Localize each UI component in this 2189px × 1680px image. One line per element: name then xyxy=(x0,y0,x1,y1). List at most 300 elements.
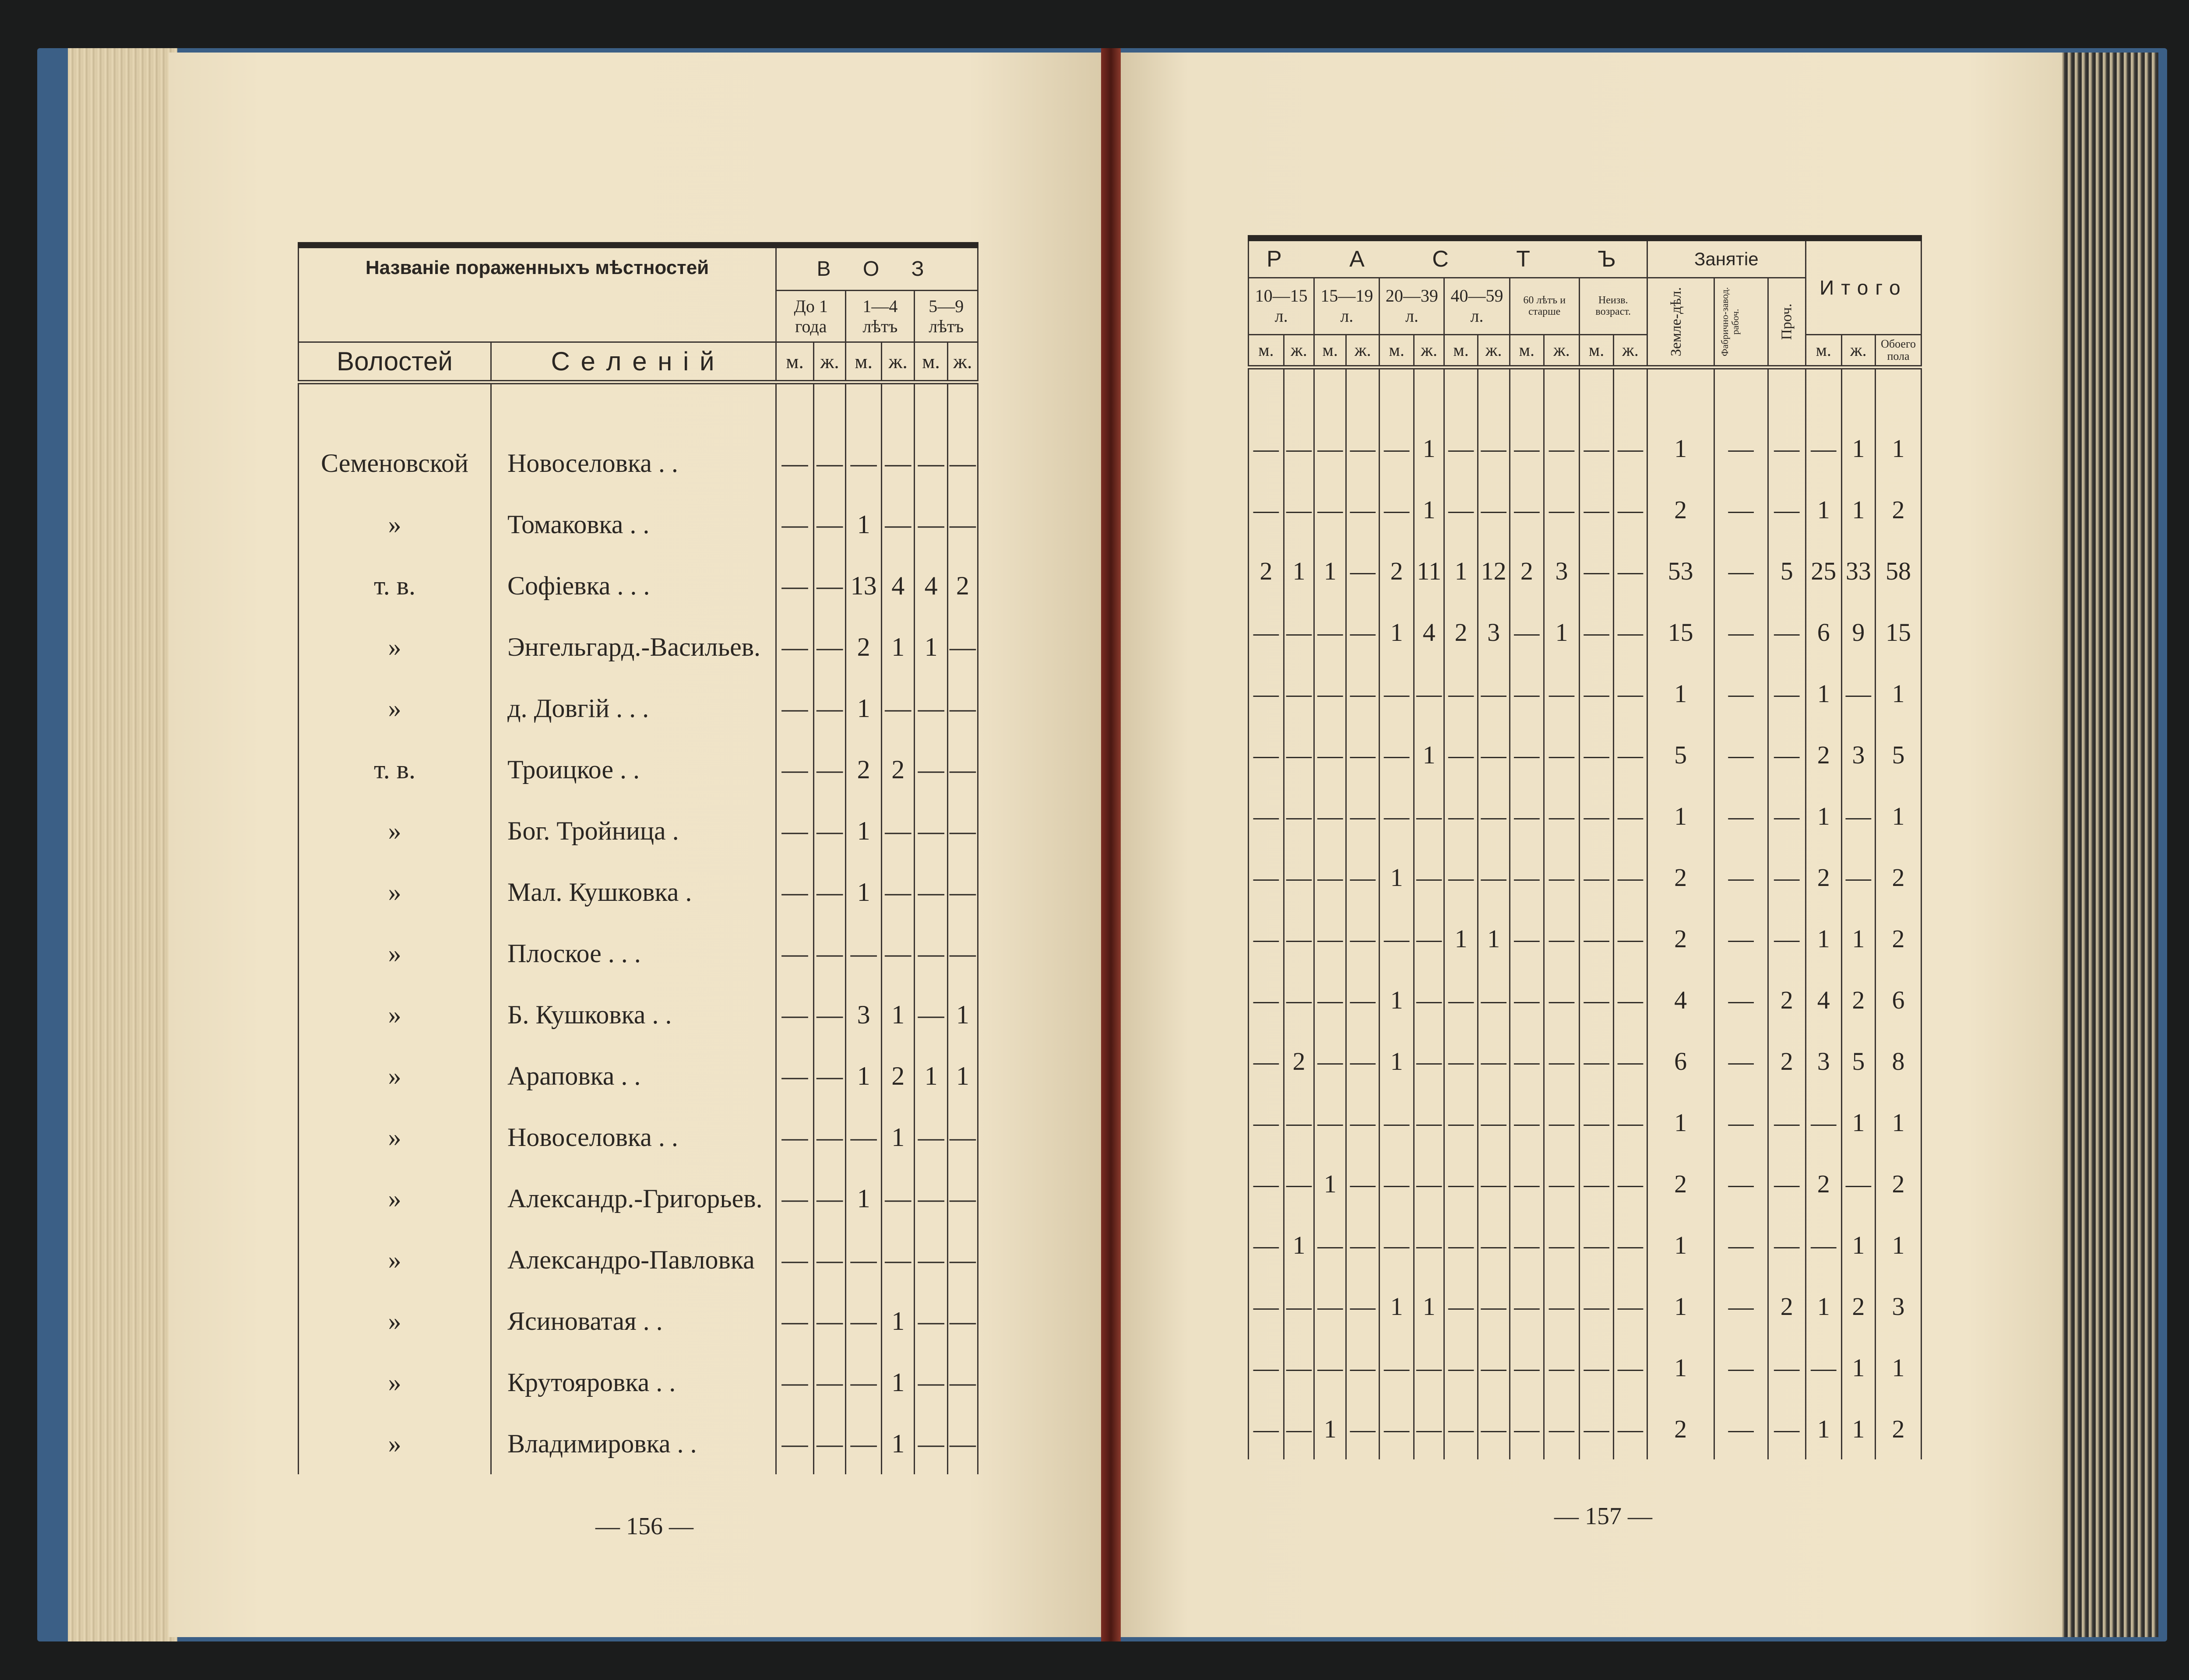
count-cell: 25 xyxy=(1805,540,1841,601)
count-cell: — xyxy=(1346,1030,1380,1092)
count-cell: — xyxy=(1714,479,1768,540)
sex-label: ж. xyxy=(947,342,978,383)
count-cell: 2 xyxy=(1841,1276,1875,1337)
occupation-other-label: Проч. xyxy=(1778,303,1795,340)
table-row xyxy=(299,1229,978,1290)
selenie-cell: Новоселовка . . xyxy=(491,1107,776,1168)
count-cell: — xyxy=(846,1290,882,1352)
count-cell: — xyxy=(882,678,915,739)
count-cell: — xyxy=(813,984,845,1045)
count-cell: — xyxy=(1314,1030,1346,1092)
count-cell: — xyxy=(1314,908,1346,969)
count-cell: — xyxy=(1249,1092,1284,1153)
count-cell: 1 xyxy=(1876,1337,1922,1398)
count-cell: — xyxy=(1249,847,1284,908)
count-cell: — xyxy=(846,1352,882,1413)
count-cell: 2 xyxy=(947,555,978,616)
count-cell: — xyxy=(813,616,845,678)
count-cell: 1 xyxy=(1876,1092,1922,1153)
count-cell: — xyxy=(1249,1398,1284,1459)
count-cell: — xyxy=(1614,1398,1647,1459)
name-header-cell xyxy=(299,245,776,342)
count-cell: 3 xyxy=(1805,1030,1841,1092)
table-row xyxy=(299,1107,978,1168)
count-cell: 1 xyxy=(1414,724,1444,785)
table-row xyxy=(299,1413,978,1474)
count-cell: — xyxy=(1414,1214,1444,1276)
count-cell: — xyxy=(1444,418,1478,479)
sex-label: ж. xyxy=(1544,334,1580,367)
count-cell: — xyxy=(1614,1092,1647,1153)
count-cell: — xyxy=(1544,1276,1580,1337)
count-cell: — xyxy=(1510,908,1544,969)
count-cell: — xyxy=(1444,1337,1478,1398)
count-cell: — xyxy=(1544,1337,1580,1398)
page-number-right: — 157 — xyxy=(1554,1503,1652,1530)
count-cell: — xyxy=(813,1290,845,1352)
count-cell: — xyxy=(1510,847,1544,908)
count-cell: 4 xyxy=(1414,601,1444,663)
count-cell: 1 xyxy=(1380,1030,1414,1092)
volost-cell: » xyxy=(299,861,491,923)
count-cell: 1 xyxy=(1647,1276,1714,1337)
count-cell: — xyxy=(1478,847,1510,908)
count-cell: — xyxy=(1478,1276,1510,1337)
count-cell: — xyxy=(813,1229,845,1290)
count-cell: — xyxy=(882,923,915,984)
count-cell: — xyxy=(1380,1092,1414,1153)
count-cell: 1 xyxy=(1414,479,1444,540)
table-row xyxy=(1249,908,1922,969)
count-cell: — xyxy=(1314,1214,1346,1276)
count-cell: — xyxy=(947,861,978,923)
count-cell: — xyxy=(1284,1276,1314,1337)
count-cell: — xyxy=(915,432,947,494)
count-cell: — xyxy=(1249,1337,1284,1398)
count-cell: — xyxy=(776,1045,814,1107)
count-cell: — xyxy=(1284,785,1314,847)
count-cell: — xyxy=(1768,601,1805,663)
table-row xyxy=(299,1290,978,1352)
selenie-cell: Новоселовка . . xyxy=(491,432,776,494)
age-group-r1: 15—19 л. xyxy=(1314,278,1380,334)
count-cell: — xyxy=(1346,601,1380,663)
count-cell: — xyxy=(1510,724,1544,785)
count-cell: 2 xyxy=(882,739,915,800)
count-cell: — xyxy=(1380,908,1414,969)
count-cell: — xyxy=(1444,969,1478,1030)
count-cell: — xyxy=(947,1107,978,1168)
count-cell: — xyxy=(1249,1030,1284,1092)
count-cell: — xyxy=(1614,540,1647,601)
count-cell: — xyxy=(776,923,814,984)
count-cell: — xyxy=(1714,1030,1768,1092)
count-cell: 1 xyxy=(1647,1214,1714,1276)
sex-label: м. xyxy=(776,342,814,383)
selenie-cell: д. Довгій . . . xyxy=(491,678,776,739)
count-cell: — xyxy=(1510,1398,1544,1459)
count-cell: — xyxy=(776,1413,814,1474)
count-cell: — xyxy=(1414,1398,1444,1459)
count-cell: — xyxy=(1579,785,1614,847)
count-cell: — xyxy=(1380,785,1414,847)
count-cell: — xyxy=(1346,1214,1380,1276)
count-cell: — xyxy=(776,555,814,616)
count-cell: 2 xyxy=(1444,601,1478,663)
count-cell: — xyxy=(1614,663,1647,724)
sex-label: ж. xyxy=(1414,334,1444,367)
count-cell: — xyxy=(813,1168,845,1229)
count-cell: — xyxy=(1478,969,1510,1030)
count-cell: — xyxy=(1380,1214,1414,1276)
count-cell: — xyxy=(947,494,978,555)
count-cell: — xyxy=(1249,1276,1284,1337)
count-cell: — xyxy=(846,1229,882,1290)
count-cell: — xyxy=(1314,1092,1346,1153)
count-cell: — xyxy=(1768,1092,1805,1153)
occupation-title: Занятіе xyxy=(1647,238,1805,278)
sex-label: м. xyxy=(915,342,947,383)
count-cell: — xyxy=(947,678,978,739)
count-cell: 1 xyxy=(1876,785,1922,847)
count-cell: — xyxy=(1249,1214,1284,1276)
count-cell: — xyxy=(1510,1030,1544,1092)
volost-header: Волостей xyxy=(299,342,491,383)
selenie-cell: Араповка . . xyxy=(491,1045,776,1107)
count-cell: — xyxy=(1380,1337,1414,1398)
count-cell: 1 xyxy=(882,1107,915,1168)
table-row xyxy=(1249,1337,1922,1398)
count-cell: — xyxy=(1314,847,1346,908)
count-cell: 1 xyxy=(846,861,882,923)
count-cell: 1 xyxy=(846,1045,882,1107)
count-cell: — xyxy=(776,1107,814,1168)
count-cell: — xyxy=(1714,1276,1768,1337)
count-cell: — xyxy=(1614,479,1647,540)
count-cell: — xyxy=(1414,847,1444,908)
count-cell: — xyxy=(1414,1030,1444,1092)
count-cell: — xyxy=(1714,540,1768,601)
count-cell: — xyxy=(1510,1153,1544,1214)
count-cell: — xyxy=(1414,1153,1444,1214)
count-cell: — xyxy=(1841,1153,1875,1214)
count-cell: 1 xyxy=(1876,418,1922,479)
count-cell: — xyxy=(1314,601,1346,663)
volost-cell: » xyxy=(299,984,491,1045)
count-cell: — xyxy=(1544,663,1580,724)
count-cell: — xyxy=(1478,785,1510,847)
count-cell: — xyxy=(1380,479,1414,540)
total-female-header: ж. xyxy=(1841,334,1875,367)
count-cell: 3 xyxy=(1876,1276,1922,1337)
count-cell: 1 xyxy=(1380,601,1414,663)
count-cell: — xyxy=(1249,601,1284,663)
book-spine-gutter xyxy=(1101,48,1121,1641)
count-cell: — xyxy=(1414,1092,1444,1153)
count-cell: 2 xyxy=(1876,908,1922,969)
count-cell: 1 xyxy=(1805,1276,1841,1337)
volost-cell: » xyxy=(299,1229,491,1290)
count-cell: — xyxy=(776,861,814,923)
occupation-agri xyxy=(1647,278,1714,367)
right-table xyxy=(1248,235,1922,1459)
count-cell: — xyxy=(1414,969,1444,1030)
left-table xyxy=(298,242,978,1474)
table-row xyxy=(299,739,978,800)
count-cell: — xyxy=(1444,479,1478,540)
count-cell: 1 xyxy=(846,1168,882,1229)
count-cell: 1 xyxy=(1380,1276,1414,1337)
table-row xyxy=(1249,1276,1922,1337)
count-cell: 4 xyxy=(915,555,947,616)
count-cell: 1 xyxy=(1841,1337,1875,1398)
count-cell: 3 xyxy=(1841,724,1875,785)
count-cell: — xyxy=(1714,601,1768,663)
count-cell: — xyxy=(1579,1398,1614,1459)
count-cell: — xyxy=(813,1107,845,1168)
count-cell: 1 xyxy=(1284,1214,1314,1276)
count-cell: — xyxy=(846,923,882,984)
count-cell: 2 xyxy=(1768,1030,1805,1092)
sex-label: м. xyxy=(1314,334,1346,367)
name-title: Названіе пораженныхъ мѣстностей xyxy=(365,257,709,278)
count-cell: 2 xyxy=(1876,1153,1922,1214)
count-cell: 1 xyxy=(1876,663,1922,724)
table-row xyxy=(1249,418,1922,479)
count-cell: 1 xyxy=(1544,601,1580,663)
count-cell: 1 xyxy=(1444,540,1478,601)
count-cell: 1 xyxy=(1805,479,1841,540)
age-group-r5: Неизв. возраст. xyxy=(1579,278,1647,334)
count-cell: 58 xyxy=(1876,540,1922,601)
count-cell: — xyxy=(1579,724,1614,785)
sex-label: ж. xyxy=(1346,334,1380,367)
count-cell: 1 xyxy=(1314,540,1346,601)
sex-label: ж. xyxy=(813,342,845,383)
count-cell: 1 xyxy=(1444,908,1478,969)
count-cell: — xyxy=(1380,1398,1414,1459)
sex-label: ж. xyxy=(1478,334,1510,367)
count-cell: — xyxy=(947,739,978,800)
count-cell: 5 xyxy=(1768,540,1805,601)
count-cell: — xyxy=(1714,969,1768,1030)
count-cell: 2 xyxy=(846,616,882,678)
selenie-cell: Крутояровка . . xyxy=(491,1352,776,1413)
count-cell: 2 xyxy=(1841,969,1875,1030)
count-cell: 9 xyxy=(1841,601,1875,663)
count-cell: — xyxy=(1249,479,1284,540)
count-cell: — xyxy=(1614,418,1647,479)
count-cell: — xyxy=(1614,724,1647,785)
count-cell: — xyxy=(1768,1153,1805,1214)
occupation-factory-label: Фабрично-завод. рабоч. xyxy=(1719,287,1741,356)
count-cell: — xyxy=(1346,1153,1380,1214)
sex-label: ж. xyxy=(882,342,915,383)
count-cell: — xyxy=(1249,969,1284,1030)
count-cell: — xyxy=(1346,418,1380,479)
count-cell: — xyxy=(1444,847,1478,908)
count-cell: — xyxy=(1314,785,1346,847)
count-cell: — xyxy=(947,1168,978,1229)
volost-cell: » xyxy=(299,1352,491,1413)
count-cell: — xyxy=(1510,1092,1544,1153)
count-cell: — xyxy=(1284,1337,1314,1398)
count-cell: 1 xyxy=(1647,785,1714,847)
count-cell: — xyxy=(1414,785,1444,847)
count-cell: — xyxy=(1478,1030,1510,1092)
count-cell: — xyxy=(1314,1276,1346,1337)
count-cell: — xyxy=(813,1352,845,1413)
count-cell: — xyxy=(846,432,882,494)
count-cell: — xyxy=(813,678,845,739)
count-cell: — xyxy=(1841,785,1875,847)
count-cell: — xyxy=(1314,724,1346,785)
volost-cell: » xyxy=(299,616,491,678)
count-cell: — xyxy=(1314,479,1346,540)
count-cell: — xyxy=(1714,1398,1768,1459)
count-cell: — xyxy=(1805,1214,1841,1276)
count-cell: — xyxy=(1346,785,1380,847)
count-cell: 1 xyxy=(1805,1398,1841,1459)
count-cell: 6 xyxy=(1805,601,1841,663)
count-cell: — xyxy=(1346,724,1380,785)
count-cell: — xyxy=(915,1229,947,1290)
age-group-0: До 1 года xyxy=(776,291,846,342)
count-cell: — xyxy=(1444,785,1478,847)
count-cell: — xyxy=(1510,1214,1544,1276)
count-cell: 2 xyxy=(1768,969,1805,1030)
count-cell: 5 xyxy=(1647,724,1714,785)
count-cell: — xyxy=(1579,1092,1614,1153)
volost-cell: т. в. xyxy=(299,555,491,616)
count-cell: — xyxy=(1579,1153,1614,1214)
count-cell: — xyxy=(813,800,845,861)
count-cell: 5 xyxy=(1876,724,1922,785)
count-cell: — xyxy=(1284,908,1314,969)
count-cell: 1 xyxy=(1841,1092,1875,1153)
count-cell: — xyxy=(813,494,845,555)
count-cell: — xyxy=(1478,663,1510,724)
selenie-cell: Мал. Кушковка . xyxy=(491,861,776,923)
count-cell: — xyxy=(1768,724,1805,785)
count-cell: — xyxy=(947,1352,978,1413)
count-cell: 2 xyxy=(1805,1153,1841,1214)
count-cell: — xyxy=(1380,663,1414,724)
count-cell: — xyxy=(1614,847,1647,908)
count-cell: — xyxy=(1544,1214,1580,1276)
count-cell: — xyxy=(915,1352,947,1413)
count-cell: — xyxy=(1380,724,1414,785)
volost-cell: » xyxy=(299,1413,491,1474)
count-cell: — xyxy=(1414,908,1444,969)
count-cell: — xyxy=(1346,540,1380,601)
count-cell: 1 xyxy=(947,984,978,1045)
count-cell: — xyxy=(1249,724,1284,785)
page-edges-right xyxy=(2058,53,2158,1637)
count-cell: — xyxy=(947,616,978,678)
count-cell: 1 xyxy=(1876,1214,1922,1276)
count-cell: 1 xyxy=(947,1045,978,1107)
count-cell: — xyxy=(1444,663,1478,724)
count-cell: 6 xyxy=(1647,1030,1714,1092)
count-cell: — xyxy=(1579,479,1614,540)
count-cell: — xyxy=(947,1290,978,1352)
count-cell: — xyxy=(882,1168,915,1229)
table-row xyxy=(299,861,978,923)
count-cell: 1 xyxy=(882,616,915,678)
count-cell: 13 xyxy=(846,555,882,616)
count-cell: — xyxy=(915,1413,947,1474)
count-cell: — xyxy=(1768,1398,1805,1459)
selenie-cell: Ясиноватая . . xyxy=(491,1290,776,1352)
count-cell: — xyxy=(1249,1153,1284,1214)
count-cell: 15 xyxy=(1647,601,1714,663)
sex-label: м. xyxy=(1510,334,1544,367)
occupation-agri-label: Земле-дѣл. xyxy=(1668,287,1684,356)
count-cell: — xyxy=(813,739,845,800)
volost-cell: » xyxy=(299,678,491,739)
count-cell: 1 xyxy=(1647,1337,1714,1398)
count-cell: — xyxy=(1414,1337,1444,1398)
age-title-left: В О З xyxy=(776,245,978,291)
count-cell: — xyxy=(813,555,845,616)
count-cell: — xyxy=(813,861,845,923)
count-cell: — xyxy=(1478,1092,1510,1153)
count-cell: — xyxy=(1444,1030,1478,1092)
count-cell: — xyxy=(1714,1214,1768,1276)
count-cell: — xyxy=(1841,847,1875,908)
count-cell: — xyxy=(882,861,915,923)
count-cell: — xyxy=(846,1413,882,1474)
count-cell: — xyxy=(915,984,947,1045)
age-title-right: Р А С Т Ъ xyxy=(1249,238,1647,278)
count-cell: 1 xyxy=(882,1352,915,1413)
table-row xyxy=(1249,969,1922,1030)
count-cell: 2 xyxy=(1647,479,1714,540)
count-cell: — xyxy=(1346,1276,1380,1337)
age-group-r2: 20—39 л. xyxy=(1380,278,1444,334)
count-cell: — xyxy=(1284,601,1314,663)
count-cell: — xyxy=(1805,1337,1841,1398)
count-cell: — xyxy=(1510,1337,1544,1398)
count-cell: — xyxy=(776,984,814,1045)
count-cell: — xyxy=(776,1168,814,1229)
selenie-cell: Софіевка . . . xyxy=(491,555,776,616)
count-cell: 12 xyxy=(1478,540,1510,601)
count-cell: — xyxy=(947,800,978,861)
count-cell: 3 xyxy=(846,984,882,1045)
count-cell: — xyxy=(1249,663,1284,724)
sex-label: м. xyxy=(1444,334,1478,367)
sex-label: м. xyxy=(1579,334,1614,367)
volost-cell: » xyxy=(299,494,491,555)
count-cell: — xyxy=(1544,418,1580,479)
count-cell: 2 xyxy=(1768,1276,1805,1337)
count-cell: — xyxy=(915,1290,947,1352)
count-cell: — xyxy=(1614,1153,1647,1214)
count-cell: 1 xyxy=(1841,1214,1875,1276)
count-cell: — xyxy=(915,494,947,555)
count-cell: — xyxy=(882,1229,915,1290)
page-edges-left xyxy=(68,48,177,1641)
count-cell: — xyxy=(1579,601,1614,663)
count-cell: 2 xyxy=(1510,540,1544,601)
count-cell: 1 xyxy=(1414,418,1444,479)
count-cell: — xyxy=(776,678,814,739)
count-cell: 1 xyxy=(1314,1153,1346,1214)
count-cell: — xyxy=(1768,479,1805,540)
count-cell: — xyxy=(915,861,947,923)
